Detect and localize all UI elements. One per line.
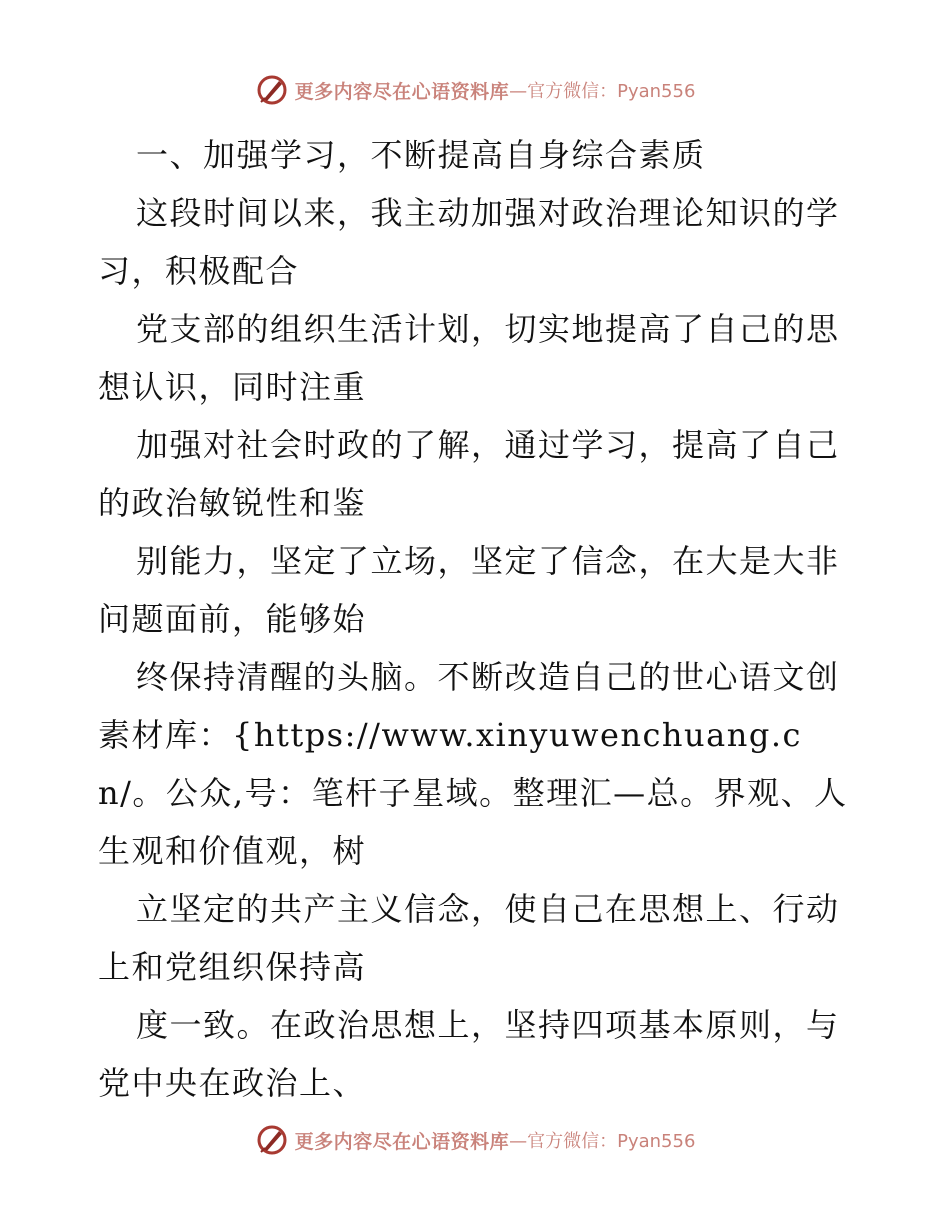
footer-banner-text: 更多内容尽在心语资料库 <box>294 1130 510 1153</box>
header-banner-text: 更多内容尽在心语资料库 <box>294 80 510 103</box>
paragraph: 立坚定的共产主义信念，使自己在思想上、行动上和党组织保持高 <box>98 890 840 986</box>
paragraph: 度一致。在政治思想上，坚持四项基本原则，与党中央在政治上、 <box>98 1006 840 1102</box>
paragraph: 终保持清醒的头脑。不断改造自己的世心语文创素材库：{https://www.xinyuwenchuang.cn/。公众,号：笔杆子星域。整理汇—总。界观、人生观和价值观，树 <box>98 658 848 870</box>
document-body <box>98 126 858 1112</box>
paragraph: 加强对社会时政的了解，通过学习，提高了自己的政治敏锐性和鉴 <box>98 426 840 522</box>
paragraph: 别能力，坚定了立场，坚定了信念，在大是大非问题面前，能够始 <box>98 542 840 638</box>
footer-banner-contact: —官方微信：Pyan556 <box>509 1131 696 1152</box>
header-banner <box>0 70 950 110</box>
paragraph: 党支部的组织生活计划，切实地提高了自己的思想认识，同时注重 <box>98 310 840 406</box>
header-banner-contact: —官方微信：Pyan556 <box>509 81 696 102</box>
quill-circle-logo-icon <box>255 1123 289 1157</box>
footer-banner <box>0 1120 950 1160</box>
paragraph-heading: 一、加强学习，不断提高自身综合素质 <box>136 136 706 174</box>
paragraph: 这段时间以来，我主动加强对政治理论知识的学习，积极配合 <box>98 194 840 290</box>
quill-circle-logo-icon <box>255 73 289 107</box>
